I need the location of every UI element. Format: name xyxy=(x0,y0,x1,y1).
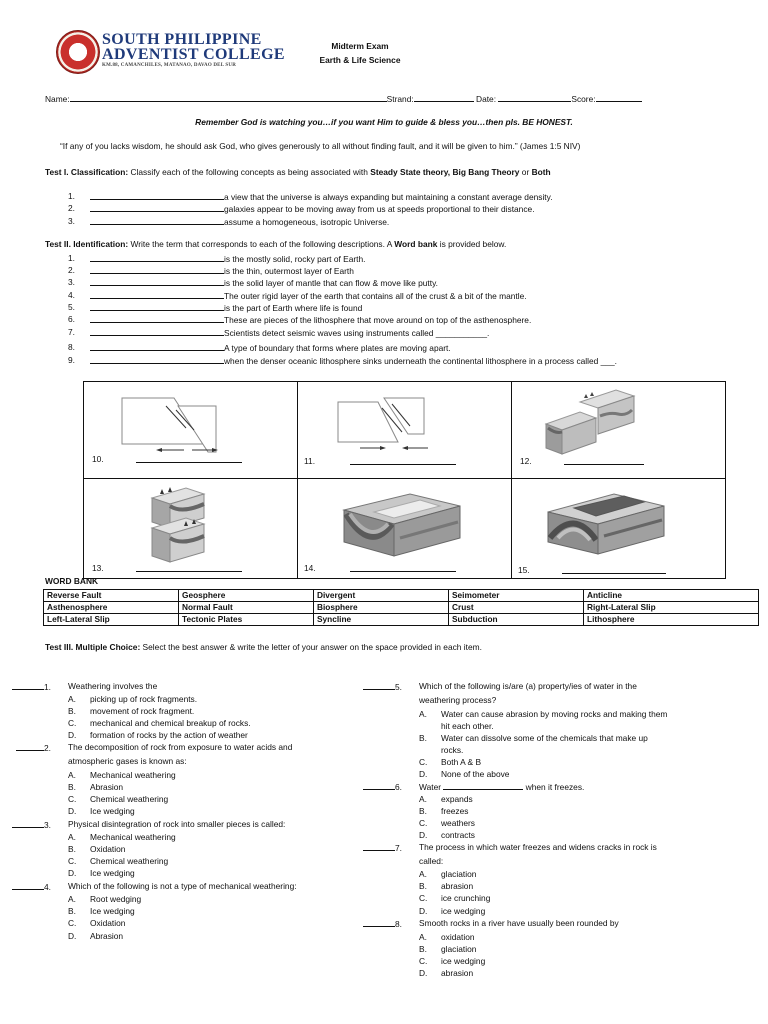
answer-blank[interactable] xyxy=(363,781,395,790)
mc-question-6 xyxy=(363,781,402,792)
choice-letter: D. xyxy=(419,769,428,779)
exam-title: Midterm Exam xyxy=(331,41,389,51)
answer-blank[interactable] xyxy=(350,563,456,572)
word-bank-title: WORD BANK xyxy=(45,576,99,586)
answer-blank[interactable] xyxy=(90,277,224,286)
choice-text: movement of rock fragment. xyxy=(90,706,195,716)
choice-text: ice crunching xyxy=(441,893,491,903)
question-number: 5. xyxy=(395,682,402,692)
test2-item-line xyxy=(90,355,617,366)
test2-title: Test II. Identification: xyxy=(45,239,129,249)
choice-letter: D. xyxy=(419,968,428,978)
choice-letter: C. xyxy=(68,856,77,866)
choice-text: expands xyxy=(441,794,473,804)
item-text: These are pieces of the lithosphere that move around on top of the asthenosphere. xyxy=(224,315,532,325)
test2-item-line xyxy=(90,314,531,325)
mc-question-7 xyxy=(363,842,402,853)
mc-question-4 xyxy=(12,881,51,892)
test2-heading xyxy=(45,239,506,249)
choice-text: Ice wedging xyxy=(90,868,135,878)
choice-letter: C. xyxy=(419,757,428,767)
figure-answer-line[interactable] xyxy=(136,563,242,574)
grid-divider xyxy=(84,478,725,479)
table-row xyxy=(44,590,759,602)
answer-blank[interactable] xyxy=(363,681,395,690)
answer-blank[interactable] xyxy=(136,454,242,463)
test3-instruction: Select the best answer & write the letter of your answer on the space provided in each item. xyxy=(140,642,482,652)
figure-answer-line[interactable] xyxy=(350,563,456,574)
question-number: 4. xyxy=(44,882,51,892)
word-bank-cell: Divergent xyxy=(314,590,449,602)
honesty-reminder: Remember God is watching you…if you want Him to guide & bless you…then pls. BE HONEST. xyxy=(195,117,573,127)
answer-blank[interactable] xyxy=(90,355,224,364)
word-bank-cell: Syncline xyxy=(314,614,449,626)
answer-blank[interactable] xyxy=(562,565,666,574)
choice-letter: C. xyxy=(68,718,77,728)
choice-text: None of the above xyxy=(441,769,510,779)
question-stem-cont: weathering process? xyxy=(419,695,497,705)
choice-text: picking up of rock fragments. xyxy=(90,694,198,704)
choice-letter: D. xyxy=(419,906,428,916)
question-stem: The process in which water freezes and widens cracks in rock is xyxy=(419,842,657,852)
table-row xyxy=(44,602,759,614)
figure-number: 13. xyxy=(92,563,104,573)
stem-text: when it freezes. xyxy=(523,782,585,792)
test2-word-bank-ref: Word bank xyxy=(394,239,438,249)
question-stem: Which of the following is not a type of mechanical weathering: xyxy=(68,881,297,891)
item-number: 3. xyxy=(68,277,75,287)
exam-subject: Earth & Life Science xyxy=(319,55,401,65)
answer-blank[interactable] xyxy=(90,203,224,212)
choice-text: ice wedging xyxy=(441,906,486,916)
answer-blank[interactable] xyxy=(363,842,395,851)
test2-item-line xyxy=(90,265,354,276)
choice-letter: A. xyxy=(68,694,76,704)
choice-letter: A. xyxy=(419,932,427,942)
strike-slip-block-diagram xyxy=(540,388,640,460)
choice-text-cont: rocks. xyxy=(441,745,464,755)
choice-text: mechanical and chemical breakup of rocks. xyxy=(90,718,251,728)
college-seal-logo xyxy=(56,30,100,74)
choice-letter: B. xyxy=(419,733,427,743)
item-number: 7. xyxy=(68,327,75,337)
student-info-line xyxy=(45,93,642,104)
test1-item xyxy=(68,191,75,201)
choice-text: oxidation xyxy=(441,932,475,942)
answer-blank[interactable] xyxy=(363,918,395,927)
choice-text: Mechanical weathering xyxy=(90,832,176,842)
choice-letter: D. xyxy=(68,931,77,941)
strand-field[interactable] xyxy=(414,93,474,102)
choice-letter: D. xyxy=(68,868,77,878)
test2-instruction-end: is provided below. xyxy=(437,239,507,249)
choice-text: Abrasion xyxy=(90,782,124,792)
item-number: 2. xyxy=(68,265,75,275)
college-name-line1: SOUTH PHILIPPINE xyxy=(102,31,262,48)
test1-or: or xyxy=(519,167,532,177)
item-text: is the mostly solid, rocky part of Earth. xyxy=(224,254,366,264)
choice-text: contracts xyxy=(441,830,475,840)
item-text: A type of boundary that forms where plates are moving apart. xyxy=(224,343,451,353)
choice-text: Oxidation xyxy=(90,844,126,854)
item-number: 2. xyxy=(68,203,75,213)
college-name-line2: ADVENTIST COLLEGE xyxy=(102,46,286,63)
choice-letter: C. xyxy=(419,956,428,966)
test1-theories: Steady State theory, Big Bang Theory xyxy=(370,167,520,177)
question-number: 8. xyxy=(395,919,402,929)
date-field[interactable] xyxy=(498,93,571,102)
question-stem: Weathering involves the xyxy=(68,681,158,691)
college-address: KM.88, CAMANCHILES, MATANAO, DAVAO DEL SUR xyxy=(102,63,237,68)
word-bank-cell: Normal Fault xyxy=(179,602,314,614)
choice-letter: A. xyxy=(68,832,76,842)
test1-instruction: Classify each of the following concepts as being associated with xyxy=(128,167,371,177)
test2-item-line xyxy=(90,327,489,338)
choice-text: glaciation xyxy=(441,869,477,879)
item-number: 3. xyxy=(68,216,75,226)
figure-number: 10. xyxy=(92,454,104,464)
question-stem-cont: atmospheric gases is known as: xyxy=(68,756,187,766)
choice-letter: C. xyxy=(68,794,77,804)
item-number: 4. xyxy=(68,290,75,300)
item-text: is the thin, outermost layer of Earth xyxy=(224,266,354,276)
question-stem-cont: called: xyxy=(419,856,444,866)
choice-text: weathers xyxy=(441,818,475,828)
answer-blank[interactable] xyxy=(350,456,456,465)
item-text: when the denser oceanic lithosphere sinks underneath the continental lithosphere in a process called ___. xyxy=(224,356,617,366)
word-bank-cell: Crust xyxy=(449,602,584,614)
choice-letter: B. xyxy=(419,881,427,891)
answer-blank[interactable] xyxy=(90,290,224,299)
test3-title: Test III. Multiple Choice: xyxy=(45,642,141,652)
item-text: is the part of Earth where life is found xyxy=(224,303,363,313)
strand-label: Strand: xyxy=(386,94,414,104)
question-number: 7. xyxy=(395,843,402,853)
choice-letter: B. xyxy=(68,844,76,854)
item-number: 6. xyxy=(68,314,75,324)
choice-letter: A. xyxy=(419,794,427,804)
item-text: is the solid layer of mantle that can flow & move like putty. xyxy=(224,278,438,288)
answer-blank[interactable] xyxy=(12,881,44,890)
item-number: 9. xyxy=(68,355,75,365)
mc-question-3 xyxy=(12,819,51,830)
question-number: 1. xyxy=(44,682,51,692)
word-bank-cell: Subduction xyxy=(449,614,584,626)
grid-divider xyxy=(511,382,512,578)
test2-item-line xyxy=(90,253,366,264)
test1-title: Test I. Classification: xyxy=(45,167,129,177)
answer-blank[interactable] xyxy=(90,216,224,225)
test2-item-line xyxy=(90,302,362,313)
bible-verse: “If any of you lacks wisdom, he should ask God, who gives generously to all without finding fault, and it will be given to him.” (James 1:5 NIV) xyxy=(60,141,581,151)
answer-blank[interactable] xyxy=(90,302,224,311)
grid-divider xyxy=(297,382,298,578)
item-text: galaxies appear to be moving away from us at speeds proportional to their distance. xyxy=(224,204,535,214)
answer-blank[interactable] xyxy=(90,314,224,323)
choice-text: Chemical weathering xyxy=(90,856,169,866)
word-bank-cell: Left-Lateral Slip xyxy=(44,614,179,626)
item-text: The outer rigid layer of the earth that contains all of the crust & a bit of the mantle. xyxy=(224,291,527,301)
answer-blank[interactable] xyxy=(564,456,644,465)
mc-question-1 xyxy=(12,681,51,692)
mc-question-5 xyxy=(363,681,402,692)
test2-item-line xyxy=(90,277,438,288)
word-bank-cell: Seimometer xyxy=(449,590,584,602)
test1-item-line xyxy=(90,216,389,227)
item-text: Scientists detect seismic waves using instruments called ___________. xyxy=(224,328,490,338)
test2-item-line xyxy=(90,342,451,353)
choice-text: Both A & B xyxy=(441,757,482,767)
choice-text: Chemical weathering xyxy=(90,794,169,804)
anticline-fold-diagram xyxy=(544,490,674,562)
answer-blank[interactable] xyxy=(136,563,242,572)
choice-text: abrasion xyxy=(441,968,474,978)
item-text: a view that the universe is always expanding but maintaining a constant average density. xyxy=(224,192,553,202)
choice-letter: C. xyxy=(68,918,77,928)
mc-question-2 xyxy=(16,742,51,753)
mc-question-8 xyxy=(363,918,402,929)
word-bank-cell: Right-Lateral Slip xyxy=(584,602,759,614)
test3-heading xyxy=(45,642,482,652)
item-number: 8. xyxy=(68,342,75,352)
item-number: 1. xyxy=(68,253,75,263)
stem-text: Water xyxy=(419,782,444,792)
answer-blank[interactable] xyxy=(12,819,44,828)
choice-text: freezes xyxy=(441,806,469,816)
choice-text: glaciation xyxy=(441,944,477,954)
figure-number: 11. xyxy=(304,456,316,466)
choice-letter: B. xyxy=(68,906,76,916)
word-bank-cell: Geosphere xyxy=(179,590,314,602)
score-field[interactable] xyxy=(596,93,642,102)
reverse-fault-diagram xyxy=(316,394,446,459)
choice-text: Mechanical weathering xyxy=(90,770,176,780)
choice-text: Water can cause abrasion by moving rocks and making them xyxy=(441,709,668,719)
test2-item-line xyxy=(90,290,527,301)
normal-fault-diagram xyxy=(104,392,234,457)
choice-letter: A. xyxy=(419,709,427,719)
question-stem: Smooth rocks in a river have usually been rounded by xyxy=(419,918,619,928)
test1-heading xyxy=(45,167,551,177)
choice-text: Water can dissolve some of the chemicals that make up xyxy=(441,733,648,743)
figure-answer-line[interactable] xyxy=(564,456,644,467)
test1-item-line xyxy=(90,191,553,202)
stem-blank[interactable] xyxy=(443,781,523,790)
figure-answer-line[interactable] xyxy=(136,454,242,465)
test1-item xyxy=(68,216,75,226)
figure-answer-line[interactable] xyxy=(562,565,666,576)
choice-letter: B. xyxy=(419,944,427,954)
choice-text: formation of rocks by the action of weather xyxy=(90,730,248,740)
question-stem: Which of the following is/are (a) property/ies of water in the xyxy=(419,681,637,691)
choice-text: Ice wedging xyxy=(90,906,135,916)
fault-figure-grid xyxy=(83,381,726,579)
choice-letter: D. xyxy=(68,730,77,740)
question-number: 6. xyxy=(395,782,402,792)
question-stem xyxy=(419,781,584,792)
choice-text: Oxidation xyxy=(90,918,126,928)
choice-letter: B. xyxy=(68,706,76,716)
syncline-fold-diagram xyxy=(340,490,470,562)
choice-letter: C. xyxy=(419,818,428,828)
choice-letter: D. xyxy=(68,806,77,816)
choice-text: ice wedging xyxy=(441,956,486,966)
test2-instruction: Write the term that corresponds to each of the following descriptions. A xyxy=(128,239,395,249)
offset-block-diagram xyxy=(140,484,240,568)
choice-letter: B. xyxy=(419,806,427,816)
choice-text: Abrasion xyxy=(90,931,124,941)
choice-letter: C. xyxy=(419,893,428,903)
item-number: 5. xyxy=(68,302,75,312)
choice-letter: A. xyxy=(68,770,76,780)
answer-blank[interactable] xyxy=(90,342,224,351)
answer-blank[interactable] xyxy=(16,742,44,751)
choice-letter: B. xyxy=(68,782,76,792)
answer-blank[interactable] xyxy=(90,327,224,336)
test1-item xyxy=(68,203,75,213)
question-number: 2. xyxy=(44,743,51,753)
choice-text: abrasion xyxy=(441,881,474,891)
choice-letter: D. xyxy=(419,830,428,840)
choice-text: Ice wedging xyxy=(90,806,135,816)
name-field[interactable] xyxy=(70,93,387,102)
figure-number: 15. xyxy=(518,565,530,575)
word-bank-cell: Asthenosphere xyxy=(44,602,179,614)
test1-both: Both xyxy=(531,167,551,177)
choice-text-cont: hit each other. xyxy=(441,721,494,731)
choice-letter: A. xyxy=(419,869,427,879)
answer-blank[interactable] xyxy=(12,681,44,690)
figure-number: 12. xyxy=(520,456,532,466)
question-stem: Physical disintegration of rock into smaller pieces is called: xyxy=(68,819,286,829)
test1-item-line xyxy=(90,203,535,214)
choice-text: Root wedging xyxy=(90,894,142,904)
item-number: 1. xyxy=(68,191,75,201)
choice-letter: A. xyxy=(68,894,76,904)
score-label: Score: xyxy=(571,94,596,104)
word-bank-cell: Tectonic Plates xyxy=(179,614,314,626)
answer-blank[interactable] xyxy=(90,253,224,262)
figure-answer-line[interactable] xyxy=(350,456,456,467)
word-bank-table xyxy=(43,589,759,626)
figure-number: 14. xyxy=(304,563,316,573)
question-stem: The decomposition of rock from exposure to water acids and xyxy=(68,742,293,752)
word-bank-cell: Lithosphere xyxy=(584,614,759,626)
name-label: Name: xyxy=(45,94,70,104)
word-bank-cell: Biosphere xyxy=(314,602,449,614)
question-number: 3. xyxy=(44,820,51,830)
item-text: assume a homogeneous, isotropic Universe. xyxy=(224,217,390,227)
answer-blank[interactable] xyxy=(90,191,224,200)
table-row xyxy=(44,614,759,626)
word-bank-cell: Reverse Fault xyxy=(44,590,179,602)
date-label: Date: xyxy=(476,94,497,104)
answer-blank[interactable] xyxy=(90,265,224,274)
word-bank-cell: Anticline xyxy=(584,590,759,602)
